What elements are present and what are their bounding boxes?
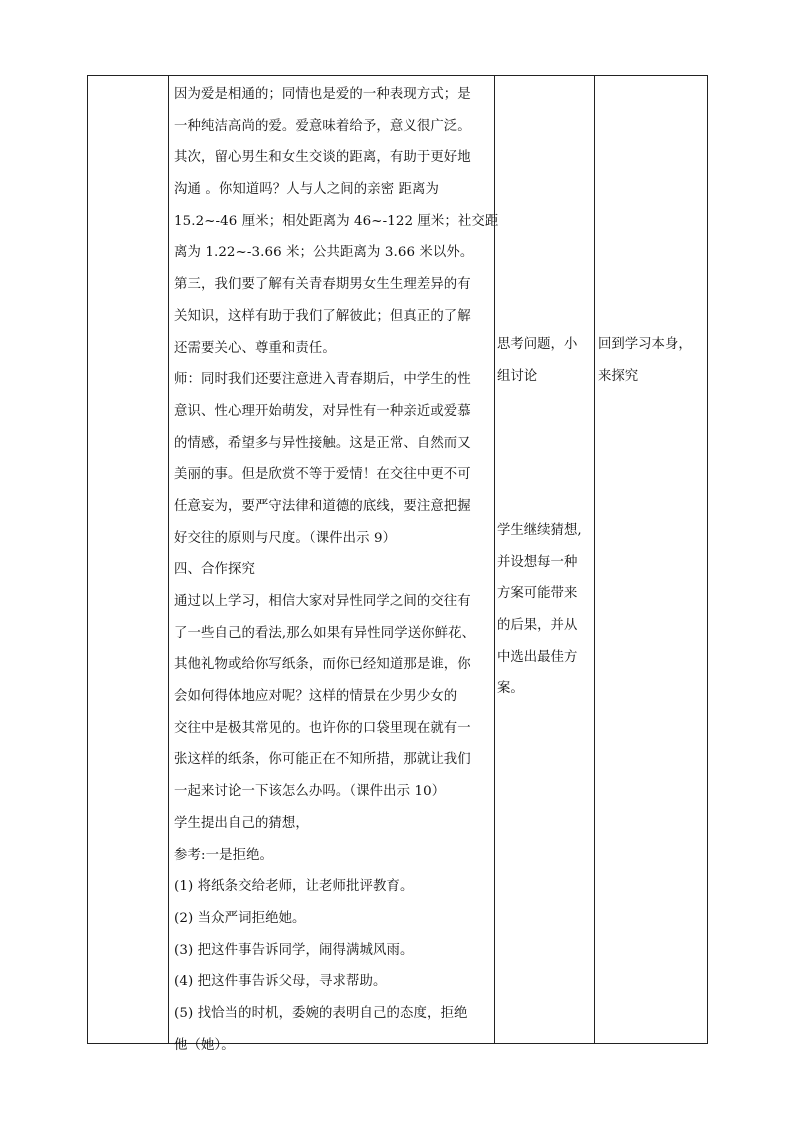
intent-line: 回到学习本身， (598, 337, 692, 352)
content-line: 交往中是极其常见的。也许你的口袋里现在就有一 (174, 720, 471, 736)
content-line: 一种纯洁高尚的爱。爱意味着给予，意义很广泛。 (174, 118, 471, 134)
activity-line: 方案可能带来 (497, 586, 578, 602)
lesson-table (87, 75, 708, 1053)
stage-cell (88, 76, 168, 1043)
content-line: 好交往的原则与尺度。（课件出示 9） (174, 530, 397, 546)
list-item: 他（她）。 (174, 1037, 235, 1053)
teaching-content-cell (168, 76, 499, 1061)
intent-line: 来探究 (598, 368, 639, 384)
content-line: 因为爱是相通的；同情也是爱的一种表现方式；是 (174, 87, 471, 102)
activity-line: 的后果，并从 (497, 618, 578, 634)
content-line: 其他礼物或给你写纸条，而你已经知道那是谁，你 (174, 657, 471, 673)
design-intent-cell (594, 76, 707, 1043)
student-activity-block (497, 329, 593, 392)
content-line: 会如何得体地应对呢？这样的情景在少男少女的 (174, 689, 458, 705)
content-line: 学生提出自己的猜想， (174, 815, 309, 831)
activity-line: 学生继续猜想, (497, 523, 582, 538)
section-heading: 四、合作探究 (174, 562, 255, 578)
activity-line: 组讨论 (497, 368, 538, 384)
content-line: 美丽的事。但是欣赏不等于爱情！在交往中更不可 (174, 467, 471, 483)
content-line: 一起来讨论一下该怎么办吗。（课件出示 10） (174, 784, 446, 800)
content-line: 任意妄为，要严守法律和道德的底线，要注意把握 (174, 498, 471, 514)
activity-line: 中选出最佳方 (497, 649, 578, 665)
activity-line: 并设想每一种 (497, 554, 578, 570)
content-line: 了一些自己的看法,那么如果有异性同学送你鲜花、 (174, 625, 476, 641)
content-line: 第三，我们要了解有关青春期男女生生理差异的有 (174, 277, 471, 293)
content-line: 张这样的纸条，你可能正在不知所措，那就让我们 (174, 752, 471, 768)
list-item: (2) 当众严词拒绝她。 (174, 910, 306, 926)
list-item: (5) 找恰当的时机，委婉的表明自己的态度，拒绝 (174, 1005, 468, 1021)
content-line: 师：同时我们还要注意进入青春期后，中学生的性 (174, 372, 471, 388)
list-item: (4) 把这件事告诉父母，寻求帮助。 (174, 974, 387, 990)
activity-line: 案。 (497, 681, 524, 697)
content-line: 参考:一是拒绝。 (174, 847, 274, 863)
student-activity-cell (494, 76, 594, 1043)
list-item: (3) 把这件事告诉同学，闹得满城风雨。 (174, 942, 414, 958)
design-intent-block (598, 329, 706, 392)
content-line: 还需要关心、尊重和责任。 (174, 340, 336, 356)
content-line: 通过以上学习，相信大家对异性同学之间的交往有 (174, 594, 471, 609)
activity-line: 思考问题，小 (497, 337, 578, 352)
content-line: 15.2~-46 厘米；相处距离为 46~-122 厘米；社交距 (174, 213, 499, 229)
content-line: 离为 1.22~-3.66 米；公共距离为 3.66 米以外。 (174, 245, 474, 261)
content-line: 其次，留心男生和女生交谈的距离，有助于更好地 (174, 150, 471, 166)
content-line: 关知识，这样有助于我们了解彼此；但真正的了解 (174, 308, 471, 324)
content-line: 的情感，希望多与异性接触。这是正常、自然而又 (174, 435, 471, 451)
content-line: 沟通 。你知道吗？人与人之间的亲密 距离为 (174, 182, 440, 198)
content-line: 意识、性心理开始萌发，对异性有一种亲近或爱慕 (174, 403, 471, 419)
list-item: (1) 将纸条交给老师，让老师批评教育。 (174, 879, 414, 895)
student-activity-block (497, 515, 593, 705)
